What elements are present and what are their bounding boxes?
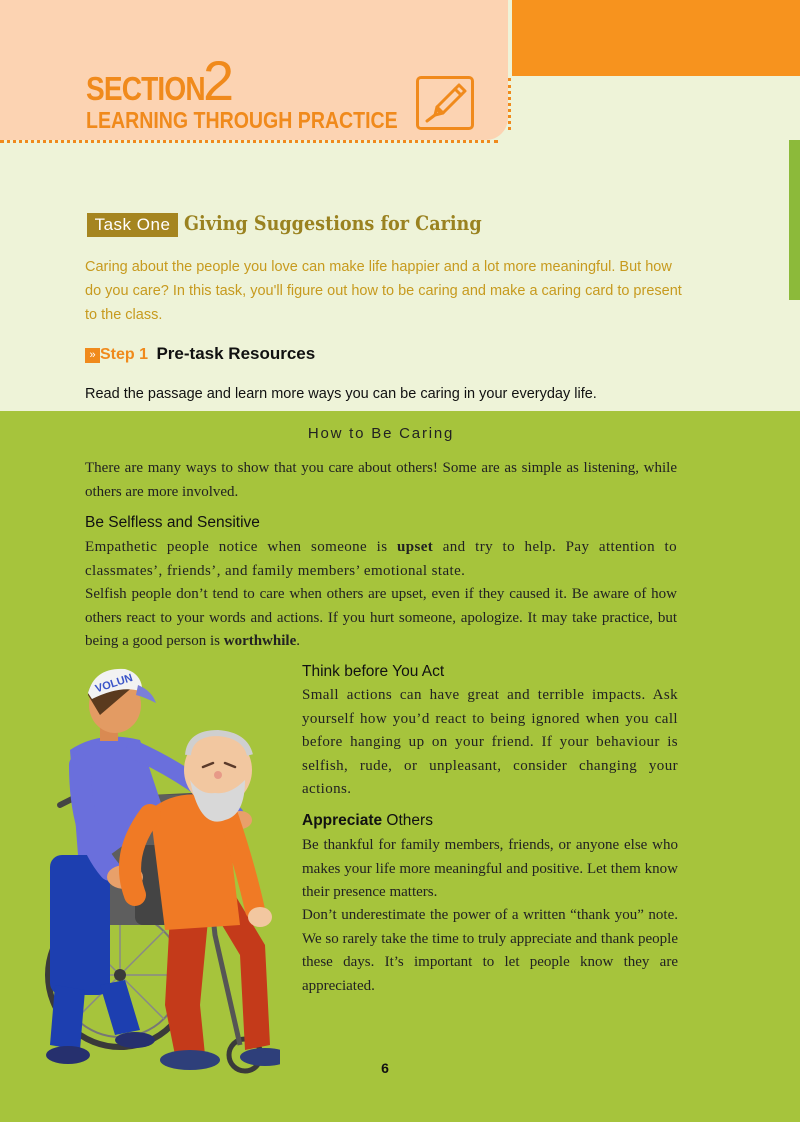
- paragraph-empathetic: Empathetic people notice when someone is upset and try to help. Pay attention to classmates’, friends’, and family members’ emotional state.: [85, 539, 677, 579]
- paragraph-think: Small actions can have great and terrible impacts. Ask yourself how you’d react to being ignored when you call before hanging up on your friend. If your behaviour is selfish, rude, or unpleasant, consider changing your actions.: [302, 687, 678, 797]
- task-label: Task One: [87, 213, 178, 237]
- bold-word-upset: upset: [397, 539, 434, 555]
- paragraph-appreciate-2: Don’t underestimate the power of a written “thank you” note. We so rarely take the time to truly appreciate and thank people these days. It’s important to let people know they are appreciated.: [302, 907, 678, 994]
- section-heading-appreciate: Appreciate Others: [302, 812, 433, 829]
- page-number: 6: [381, 1060, 389, 1076]
- header-dotted-border-vertical: [508, 78, 511, 130]
- step-label: Step 1: [100, 346, 149, 363]
- header-orange-block: [512, 0, 800, 76]
- paragraph-appreciate-1: Be thankful for family members, friends, or anyone else who makes your life more meaningful and positive. Let them know their presence matters.: [302, 837, 678, 900]
- step-instruction: Read the passage and learn more ways you can be caring in your everyday life.: [85, 386, 597, 402]
- side-green-tab: [789, 140, 800, 300]
- section-heading-selfless: Be Selfless and Sensitive: [85, 514, 260, 531]
- cap-text: VOLUN: [93, 672, 135, 696]
- pen-icon: [416, 76, 474, 130]
- step-heading: [85, 344, 315, 364]
- section-heading-think: Think before You Act: [302, 663, 445, 680]
- double-chevron-icon: »: [85, 348, 100, 363]
- step-title: Pre-task Resources: [156, 344, 316, 363]
- volunteer-wheelchair-illustration: [40, 655, 280, 1085]
- paragraph-selfish: Selfish people don’t tend to care when others are upset, even if they caused it. Be aware of how others react to your words and actions. If you hurt someone, apologize. It may take practice, but being a good person is worthwhile.: [85, 586, 677, 649]
- section-subtitle: LEARNING THROUGH PRACTICE: [86, 107, 398, 133]
- passage-intro: There are many ways to show that you care about others! Some are as simple as listening, while others are more involved.: [85, 460, 677, 500]
- task-intro: Caring about the people you love can make life happier and a lot more meaningful. But how do you care? In this task, you'll figure out how to be caring and make a caring card to present to the class.: [85, 259, 682, 323]
- section-number: 2: [203, 49, 235, 112]
- header-dotted-border: [0, 140, 498, 143]
- task-title: Giving Suggestions for Caring: [184, 211, 482, 235]
- section-word: SECTION: [86, 70, 205, 107]
- passage-title: How to Be Caring: [307, 425, 455, 442]
- bold-word-worthwhile: worthwhile: [223, 633, 297, 649]
